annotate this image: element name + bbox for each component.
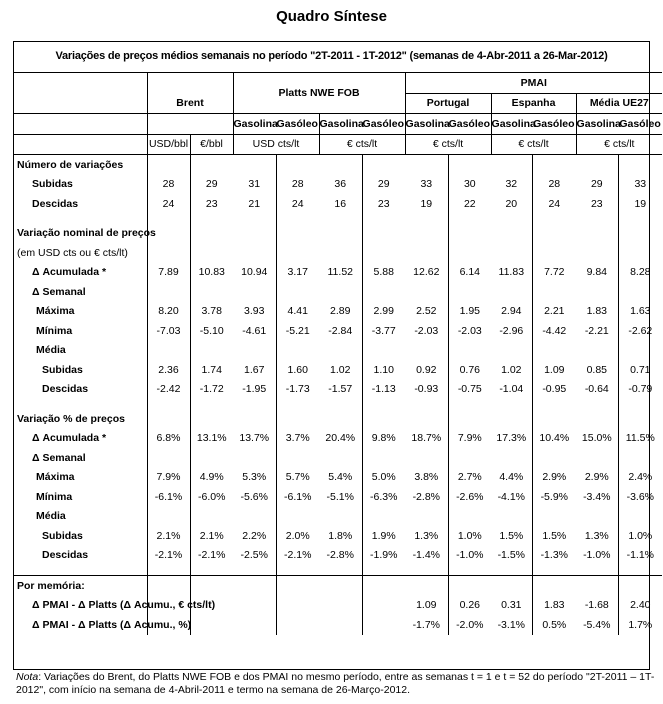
value-cell: -1.4% xyxy=(412,549,440,562)
value-cell: 0.31 xyxy=(501,599,522,612)
value-cell: 17.3% xyxy=(496,432,527,445)
value-cell: -3.6% xyxy=(618,487,662,507)
row-label: Δ Acumulada * xyxy=(32,266,107,279)
unit-eur-cts-lt: € cts/lt xyxy=(319,134,405,155)
summary-table xyxy=(14,72,662,635)
value-cell: 1.02 xyxy=(501,363,522,376)
value-cell: 36 xyxy=(334,178,347,191)
value-cell: 19 xyxy=(420,197,433,210)
header-pmai: PMAI xyxy=(405,73,662,94)
col-gasoleo: Gasóleo xyxy=(362,117,404,130)
value-cell: 2.52 xyxy=(416,305,437,318)
table-row xyxy=(14,321,662,341)
table-row xyxy=(14,214,662,224)
table-row xyxy=(14,507,662,527)
row-label: Δ PMAI - Δ Platts (Δ Acumu., %) xyxy=(32,618,192,631)
row-label: Máxima xyxy=(36,471,75,484)
value-cell: -1.68 xyxy=(584,599,609,612)
value-cell: 4.9% xyxy=(190,468,233,488)
value-cell: -1.04 xyxy=(499,383,524,396)
value-cell: 20.4% xyxy=(325,432,356,445)
value-cell: -5.4% xyxy=(583,618,611,631)
row-label: Por memória: xyxy=(17,579,85,592)
value-cell: 13.1% xyxy=(190,429,233,449)
header-media-ue27: Média UE27 xyxy=(576,93,662,114)
value-cell: 19 xyxy=(618,194,662,214)
table-row xyxy=(14,429,662,449)
value-cell: 3.7% xyxy=(276,429,319,449)
value-cell: 20 xyxy=(505,197,518,210)
value-cell: 0.92 xyxy=(416,363,437,376)
value-cell: 3.17 xyxy=(276,263,319,283)
value-cell: 1.95 xyxy=(448,302,491,322)
value-cell: 1.5% xyxy=(499,529,524,542)
value-cell: 1.7% xyxy=(618,615,662,635)
value-cell: 11.5% xyxy=(618,429,662,449)
value-cell: -5.1% xyxy=(326,490,354,503)
value-cell: -0.64 xyxy=(584,383,609,396)
row-label: Número de variações xyxy=(17,158,124,171)
value-cell: -6.1% xyxy=(276,487,319,507)
value-cell: -2.1% xyxy=(190,546,233,566)
table-row xyxy=(14,175,662,195)
value-cell: 24 xyxy=(276,194,319,214)
value-cell: 2.89 xyxy=(330,305,351,318)
value-cell: -2.6% xyxy=(448,487,491,507)
table-row xyxy=(14,263,662,283)
value-cell: 0.71 xyxy=(618,360,662,380)
unit-usd-cts-lt: USD cts/lt xyxy=(233,134,319,155)
row-label: Subidas xyxy=(42,529,83,542)
table-row xyxy=(14,576,662,596)
col-gasolina: Gasolina xyxy=(319,114,362,135)
value-cell: 33 xyxy=(420,178,433,191)
value-cell: -2.21 xyxy=(584,324,609,337)
value-cell: 2.9% xyxy=(532,468,576,488)
value-cell: 6.14 xyxy=(448,263,491,283)
value-cell: 0.76 xyxy=(448,360,491,380)
table-row xyxy=(14,399,662,409)
value-cell: 1.83 xyxy=(586,305,607,318)
value-cell: -2.8% xyxy=(326,549,354,562)
table-row xyxy=(14,224,662,244)
header-platts: Platts NWE FOB xyxy=(233,73,405,114)
value-cell: -3.4% xyxy=(583,490,611,503)
value-cell: 33 xyxy=(618,175,662,195)
unit-eur-cts-lt: € cts/lt xyxy=(405,134,491,155)
note-text: : Variações do Brent, do Platts NWE FOB e dos PMAI no mesmo período, entre as semanas t = 1 e t = 52 do período "2T-2011 – 1T-2012", com início na semana de 4-Abril-2011 e termo na semana de 26-Março-2012. xyxy=(16,671,655,696)
value-cell: 1.67 xyxy=(244,363,265,376)
value-cell: -0.75 xyxy=(448,380,491,400)
col-gasolina: Gasolina xyxy=(405,114,448,135)
value-cell: -4.61 xyxy=(242,324,267,337)
value-cell: 2.7% xyxy=(448,468,491,488)
row-label: Δ Semanal xyxy=(32,285,86,298)
value-cell: -2.84 xyxy=(328,324,353,337)
value-cell: 2.36 xyxy=(147,360,190,380)
row-label: Máxima xyxy=(36,305,75,318)
value-cell: 3.78 xyxy=(190,302,233,322)
row-label: Subidas xyxy=(42,363,83,376)
value-cell: -5.10 xyxy=(190,321,233,341)
value-cell: -2.0% xyxy=(448,615,491,635)
value-cell: 28 xyxy=(532,175,576,195)
value-cell: 10.83 xyxy=(190,263,233,283)
table-row xyxy=(14,615,662,635)
value-cell: -3.77 xyxy=(362,321,405,341)
value-cell: -0.93 xyxy=(414,383,439,396)
value-cell: 16 xyxy=(334,197,347,210)
value-cell: -1.13 xyxy=(362,380,405,400)
value-cell: 11.52 xyxy=(327,266,353,279)
row-label: (em USD cts ou € cts/lt) xyxy=(17,246,128,259)
header-espanha: Espanha xyxy=(491,93,576,114)
value-cell: 4.4% xyxy=(499,471,524,484)
value-cell: 32 xyxy=(505,178,518,191)
value-cell: -1.1% xyxy=(618,546,662,566)
value-cell: 1.8% xyxy=(328,529,353,542)
value-cell: 1.02 xyxy=(330,363,351,376)
value-cell: -2.03 xyxy=(414,324,439,337)
col-gasoleo: Gasóleo xyxy=(276,117,318,130)
value-cell: 2.94 xyxy=(501,305,522,318)
table-row xyxy=(14,243,662,263)
value-cell: 2.0% xyxy=(276,526,319,546)
value-cell: 4.41 xyxy=(276,302,319,322)
table-row xyxy=(14,448,662,468)
value-cell: -1.72 xyxy=(190,380,233,400)
value-cell: 1.09 xyxy=(416,599,437,612)
row-label: Variação nominal de preços xyxy=(17,227,156,240)
value-cell: 22 xyxy=(448,194,491,214)
row-label: Mínima xyxy=(36,490,73,503)
table-row xyxy=(14,155,662,175)
row-label: Δ Acumulada * xyxy=(32,432,107,445)
table-row xyxy=(14,302,662,322)
unit-usd-bbl: USD/bbl xyxy=(147,134,190,155)
value-cell: 29 xyxy=(590,178,603,191)
value-cell: 18.7% xyxy=(411,432,442,445)
value-cell: -1.5% xyxy=(497,549,525,562)
header-row-1 xyxy=(14,73,662,94)
value-cell: -2.1% xyxy=(276,546,319,566)
value-cell: 1.9% xyxy=(362,526,405,546)
value-cell: -6.1% xyxy=(147,487,190,507)
value-cell: 7.9% xyxy=(147,468,190,488)
row-label: Subidas xyxy=(32,178,73,191)
value-cell: -1.73 xyxy=(276,380,319,400)
value-cell: -2.96 xyxy=(499,324,524,337)
value-cell: 2.2% xyxy=(242,529,267,542)
value-cell: 8.28 xyxy=(618,263,662,283)
value-cell: 5.0% xyxy=(362,468,405,488)
table-row xyxy=(14,409,662,429)
value-cell: 12.62 xyxy=(413,266,440,279)
value-cell: 7.89 xyxy=(147,263,190,283)
header-portugal: Portugal xyxy=(405,93,491,114)
value-cell: 21 xyxy=(248,197,261,210)
value-cell: 1.10 xyxy=(362,360,405,380)
table-row xyxy=(14,282,662,302)
value-cell: 10.4% xyxy=(532,429,576,449)
value-cell: 11.83 xyxy=(498,266,525,279)
value-cell: -0.95 xyxy=(532,380,576,400)
col-gasolina: Gasolina xyxy=(491,114,532,135)
value-cell: 9.84 xyxy=(586,266,607,279)
value-cell: 1.74 xyxy=(190,360,233,380)
value-cell: 28 xyxy=(147,175,190,195)
unit-eur-bbl: €/bbl xyxy=(190,134,233,155)
table-row xyxy=(14,596,662,616)
value-cell: 8.20 xyxy=(147,302,190,322)
unit-eur-cts-lt: € cts/lt xyxy=(491,134,576,155)
table-row xyxy=(14,468,662,488)
value-cell: -6.3% xyxy=(362,487,405,507)
col-gasoleo: Gasóleo xyxy=(619,117,661,130)
table-row xyxy=(14,546,662,566)
table-row xyxy=(14,194,662,214)
value-cell: 5.7% xyxy=(276,468,319,488)
value-cell: 1.0% xyxy=(618,526,662,546)
value-cell: -1.3% xyxy=(532,546,576,566)
value-cell: -7.03 xyxy=(147,321,190,341)
row-label: Variação % de preços xyxy=(17,412,125,425)
value-cell: -1.7% xyxy=(412,618,440,631)
row-label: Descidas xyxy=(32,197,79,210)
col-gasolina: Gasolina xyxy=(576,114,618,135)
value-cell: -5.9% xyxy=(532,487,576,507)
value-cell: 3.93 xyxy=(244,305,265,318)
table-row xyxy=(14,360,662,380)
value-cell: -4.42 xyxy=(532,321,576,341)
value-cell: 30 xyxy=(448,175,491,195)
summary-table-frame xyxy=(13,41,661,670)
header-brent: Brent xyxy=(147,93,233,114)
table-row xyxy=(14,487,662,507)
value-cell: 23 xyxy=(590,197,603,210)
value-cell: 1.3% xyxy=(414,529,439,542)
header-row-3 xyxy=(14,114,662,135)
row-label: Média xyxy=(36,344,66,357)
value-cell: -2.03 xyxy=(448,321,491,341)
row-label: Descidas xyxy=(42,549,89,562)
value-cell: 7.9% xyxy=(448,429,491,449)
value-cell: 2.9% xyxy=(584,471,609,484)
value-cell: -1.9% xyxy=(362,546,405,566)
row-label: Descidas xyxy=(42,383,89,396)
value-cell: 1.60 xyxy=(276,360,319,380)
value-cell: 24 xyxy=(532,194,576,214)
col-gasoleo: Gasóleo xyxy=(533,117,575,130)
value-cell: 31 xyxy=(248,178,261,191)
value-cell: 1.3% xyxy=(584,529,609,542)
value-cell: -0.79 xyxy=(618,380,662,400)
header-units-row xyxy=(14,134,662,155)
value-cell: -4.1% xyxy=(497,490,525,503)
value-cell: -1.0% xyxy=(583,549,611,562)
value-cell: -2.42 xyxy=(147,380,190,400)
value-cell: 2.4% xyxy=(618,468,662,488)
value-cell: 0.26 xyxy=(448,596,491,616)
note-label: Nota xyxy=(16,671,39,683)
value-cell: 24 xyxy=(147,194,190,214)
row-label: Δ Semanal xyxy=(32,451,86,464)
value-cell: 15.0% xyxy=(581,432,612,445)
value-cell: 2.40 xyxy=(618,596,662,616)
row-label: Média xyxy=(36,510,66,523)
value-cell: 2.1% xyxy=(190,526,233,546)
row-label: Mínima xyxy=(36,324,73,337)
value-cell: -5.6% xyxy=(240,490,268,503)
value-cell: -2.1% xyxy=(147,546,190,566)
table-row xyxy=(14,341,662,361)
value-cell: 2.21 xyxy=(532,302,576,322)
value-cell: 10.94 xyxy=(241,266,268,279)
value-cell: 2.1% xyxy=(147,526,190,546)
value-cell: -5.21 xyxy=(276,321,319,341)
value-cell: 7.72 xyxy=(532,263,576,283)
table-row xyxy=(14,380,662,400)
unit-eur-cts-lt: € cts/lt xyxy=(576,134,662,155)
value-cell: 2.99 xyxy=(362,302,405,322)
value-cell: -2.5% xyxy=(240,549,268,562)
page-title: Quadro Síntese xyxy=(276,8,387,25)
value-cell: -6.0% xyxy=(190,487,233,507)
value-cell: 1.0% xyxy=(448,526,491,546)
row-label: Δ PMAI - Δ Platts (Δ Acumu., € cts/lt) xyxy=(32,599,216,612)
value-cell: 5.4% xyxy=(328,471,353,484)
value-cell: -2.8% xyxy=(412,490,440,503)
value-cell: 1.83 xyxy=(532,596,576,616)
value-cell: 1.63 xyxy=(618,302,662,322)
value-cell: -1.0% xyxy=(448,546,491,566)
footnote xyxy=(16,671,656,697)
value-cell: 3.8% xyxy=(414,471,439,484)
value-cell: 29 xyxy=(190,175,233,195)
value-cell: 1.09 xyxy=(532,360,576,380)
value-cell: 23 xyxy=(190,194,233,214)
table-row xyxy=(14,565,662,576)
value-cell: 29 xyxy=(362,175,405,195)
value-cell: -1.57 xyxy=(328,383,353,396)
value-cell: 5.3% xyxy=(242,471,267,484)
col-gasoleo: Gasóleo xyxy=(448,117,490,130)
value-cell: 0.5% xyxy=(532,615,576,635)
table-subtitle: Variações de preços médios semanais no período "2T-2011 - 1T-2012" (semanas de 4-Abr-2011 a 26-Mar-2012) xyxy=(55,50,608,62)
value-cell: -1.95 xyxy=(242,383,267,396)
value-cell: 5.88 xyxy=(362,263,405,283)
value-cell: 13.7% xyxy=(239,432,270,445)
value-cell: -2.62 xyxy=(618,321,662,341)
value-cell: -3.1% xyxy=(497,618,525,631)
table-row xyxy=(14,526,662,546)
value-cell: 0.85 xyxy=(586,363,607,376)
col-gasolina: Gasolina xyxy=(233,114,276,135)
value-cell: 23 xyxy=(362,194,405,214)
value-cell: 1.5% xyxy=(532,526,576,546)
value-cell: 6.8% xyxy=(147,429,190,449)
value-cell: 28 xyxy=(276,175,319,195)
value-cell: 9.8% xyxy=(362,429,405,449)
